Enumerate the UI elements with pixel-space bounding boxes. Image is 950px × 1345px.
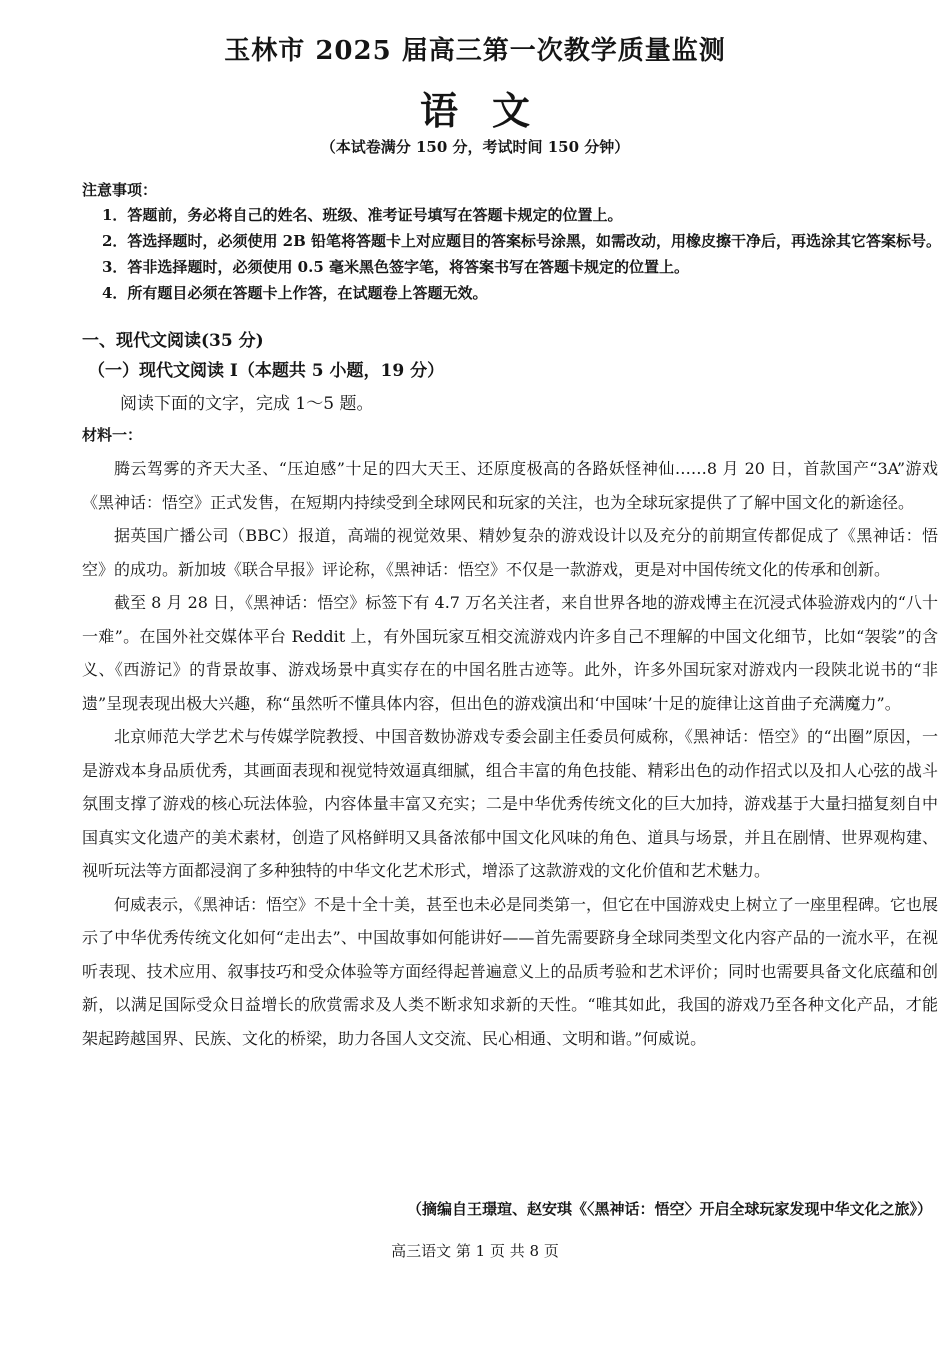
article-paragraph: 据英国广播公司（BBC）报道，高端的视觉效果、精妙复杂的游戏设计以及充分的前期宣传都促成了《黑神话：悟空》的成功。新加坡《联合早报》评论称，《黑神话：悟空》不仅是一款游戏，更是对中国传统文化的传承和创新。 bbox=[82, 526, 938, 579]
reading-instruction: 阅读下面的文字，完成 1～5 题。 bbox=[120, 394, 374, 414]
article-paragraph: 何威表示，《黑神话：悟空》不是十全十美，甚至也未必是同类第一，但它在中国游戏史上树立了一座里程碑。它也展示了中华优秀传统文化如何“走出去”、中国故事如何能讲好——首先需要跻身全球同类型文化内容产品的一流水平，在视听表现、技术应用、叙事技巧和受众体验等方面经得起普遍意义上的品质考验和艺术评价；同时也需要具备文化底蕴和创新，以满足国际受众日益增长的欣赏需求及人类不断求知求新的天性。“唯其如此，我国的游戏乃至各种文化产品，才能架起跨越国界、民族、文化的桥梁，助力各国人文交流、民心相通、文明和谐。”何威说。 bbox=[82, 894, 939, 1048]
article-paragraph: 截至 8 月 28 日，《黑神话：悟空》标签下有 4.7 万名关注者，来自世界各地的游戏博主在沉浸式体验游戏内的“八十一难”。在国外社交媒体平台 Reddit 上，有外国玩家互相交流游戏内许多自己不理解的中国文化细节，比如“袈裟”的含义、《西游记》的背景故事、游戏场景中真实存在的中国名胜古迹等。此外，许多外国玩家对游戏内一段陕北说书的“非遗”呈现表现出极大兴趣，称“虽然听不懂具体内容，但出色的游戏演出和‘中国味’十足的旋律让这首曲子充满魔力”。 bbox=[82, 593, 938, 713]
notice-item: 2．答选择题时，必须使用 2B 铅笔将答题卡上对应题目的答案标号涂黑，如需改动，用橡皮擦干净后，再选涂其它答案标号。 bbox=[102, 232, 942, 250]
exam-meta: （本试卷满分 150 分，考试时间 150 分钟） bbox=[320, 138, 630, 156]
subject-title: 语文 bbox=[419, 88, 564, 133]
material-label: 材料一： bbox=[82, 426, 143, 444]
section-heading: 一、现代文阅读(35 分) bbox=[82, 331, 264, 351]
notice-item: 1．答题前，务必将自己的姓名、班级、准考证号填写在答题卡规定的位置上。 bbox=[102, 206, 623, 224]
notice-block bbox=[82, 178, 942, 306]
notice-heading: 注意事项： bbox=[82, 181, 158, 199]
article-source: （摘编自王璟瑄、赵安琪《〈黑神话：悟空〉开启全球玩家发现中华文化之旅》） bbox=[406, 1200, 932, 1218]
article-paragraph: 北京师范大学艺术与传媒学院教授、中国音数协游戏专委会副主任委员何威称，《黑神话：悟空》的“出圈”原因，一是游戏本身品质优秀，其画面表现和视觉特效逼真细腻，组合丰富的角色技能、精彩出色的动作招式以及扣人心弦的战斗氛围支撑了游戏的核心玩法体验，内容体量丰富又充实；二是中华优秀传统文化的巨大加持，游戏基于大量扫描复刻自中国真实文化遗产的美术素材，创造了风格鲜明又具备浓郁中国文化风味的角色、道具与场景，并且在剧情、世界观构建、视听玩法等方面都浸润了多种独特的中华文化艺术形式，增添了这款游戏的文化价值和艺术魅力。 bbox=[82, 727, 938, 880]
article-paragraph: 腾云驾雾的齐天大圣、“压迫感”十足的四大天王、还原度极高的各路妖怪神仙……8 月 20 日，首款国产“3A”游戏《黑神话：悟空》正式发售，在短期内持续受到全球网民和玩家的关注，也为全球玩家提供了了解中国文化的新途径。 bbox=[82, 459, 938, 512]
notice-item: 4．所有题目必须在答题卡上作答，在试题卷上答题无效。 bbox=[102, 284, 488, 302]
exam-title: 玉林市 2025 届高三第一次教学质量监测 bbox=[224, 36, 726, 66]
page-footer: 高三语文 第 1 页 共 8 页 bbox=[391, 1242, 559, 1260]
article-body bbox=[82, 452, 938, 1055]
subsection-heading: （一）现代文阅读 I（本题共 5 小题，19 分） bbox=[88, 361, 445, 381]
notice-item: 3．答非选择题时，必须使用 0.5 毫米黑色签字笔，将答案书写在答题卡规定的位置上。 bbox=[102, 258, 689, 276]
